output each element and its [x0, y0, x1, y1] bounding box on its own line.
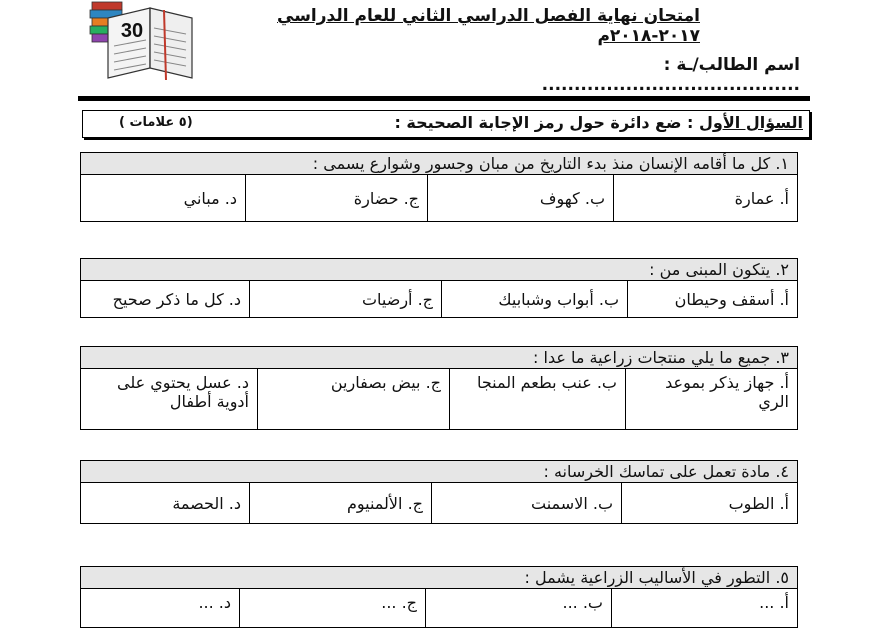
- question-2: [80, 258, 798, 318]
- section-marks: (٥ علامات ): [119, 115, 193, 130]
- student-name-label: اسم الطالب/ـة :: [663, 55, 800, 75]
- question-4: [80, 460, 798, 524]
- question-options: [80, 368, 798, 430]
- student-name-line: [480, 55, 800, 95]
- exam-title: امتحان نهاية الفصل الدراسي الثاني للعام الدراسي ٢٠١٧-٢٠١٨م: [277, 6, 700, 46]
- header-divider: [78, 96, 810, 101]
- option-d[interactable]: د. الحصمة: [172, 493, 241, 513]
- book-logo-icon: [88, 0, 198, 80]
- question-stem: ٣. جميع ما يلي منتجات زراعية ما عدا :: [80, 346, 798, 368]
- option-c[interactable]: ج. حضارة: [245, 175, 427, 221]
- section-title-rest: : ضع دائرة حول رمز الإجابة الصحيحة :: [394, 113, 700, 132]
- option-c[interactable]: ج. الألمنيوم: [249, 483, 431, 523]
- book-logo: [88, 0, 198, 80]
- page-number: 30: [120, 20, 144, 42]
- question-options: [80, 588, 798, 628]
- option-a[interactable]: أ. عمارة: [613, 175, 797, 221]
- question-options: [80, 482, 798, 524]
- option-b[interactable]: ب. كهوف: [427, 175, 613, 221]
- question-stem: ٤. مادة تعمل على تماسك الخرسانه :: [80, 460, 798, 482]
- option-a[interactable]: أ. ...: [611, 589, 797, 627]
- question-3: [80, 346, 798, 430]
- option-a[interactable]: أ. أسقف وحيطان: [627, 281, 797, 317]
- student-name-field[interactable]: ........................................: [541, 75, 800, 95]
- question-1: [80, 152, 798, 222]
- option-d[interactable]: د. مباني: [183, 188, 237, 208]
- option-c[interactable]: ج. ...: [239, 589, 425, 627]
- section-title-prefix: السؤال الأول: [699, 113, 803, 132]
- option-d[interactable]: د. كل ما ذكر صحيح: [112, 289, 241, 309]
- option-a[interactable]: أ. الطوب: [621, 483, 797, 523]
- question-stem: ٢. يتكون المبنى من :: [80, 258, 798, 280]
- option-b[interactable]: ب. الاسمنت: [431, 483, 621, 523]
- option-c[interactable]: ج. أرضيات: [249, 281, 441, 317]
- option-d[interactable]: د. عسل يحتوي على أدوية أطفال: [117, 373, 249, 411]
- option-b[interactable]: ب. عنب بطعم المنجا: [449, 369, 625, 429]
- section-header: [82, 110, 810, 138]
- question-options: [80, 174, 798, 222]
- option-b[interactable]: ب. ...: [425, 589, 611, 627]
- option-d[interactable]: د. ...: [198, 593, 231, 612]
- section-title: [394, 113, 803, 132]
- option-a[interactable]: أ. جهاز يذكر بموعد الري: [625, 369, 797, 429]
- question-options: [80, 280, 798, 318]
- option-b[interactable]: ب. أبواب وشبابيك: [441, 281, 627, 317]
- question-5: [80, 566, 798, 628]
- question-stem: ١. كل ما أقامه الإنسان منذ بدء التاريخ من مبان وجسور وشوارع يسمى :: [80, 152, 798, 174]
- option-c[interactable]: ج. بيض بصفارين: [257, 369, 449, 429]
- question-stem: ٥. التطور في الأساليب الزراعية يشمل :: [80, 566, 798, 588]
